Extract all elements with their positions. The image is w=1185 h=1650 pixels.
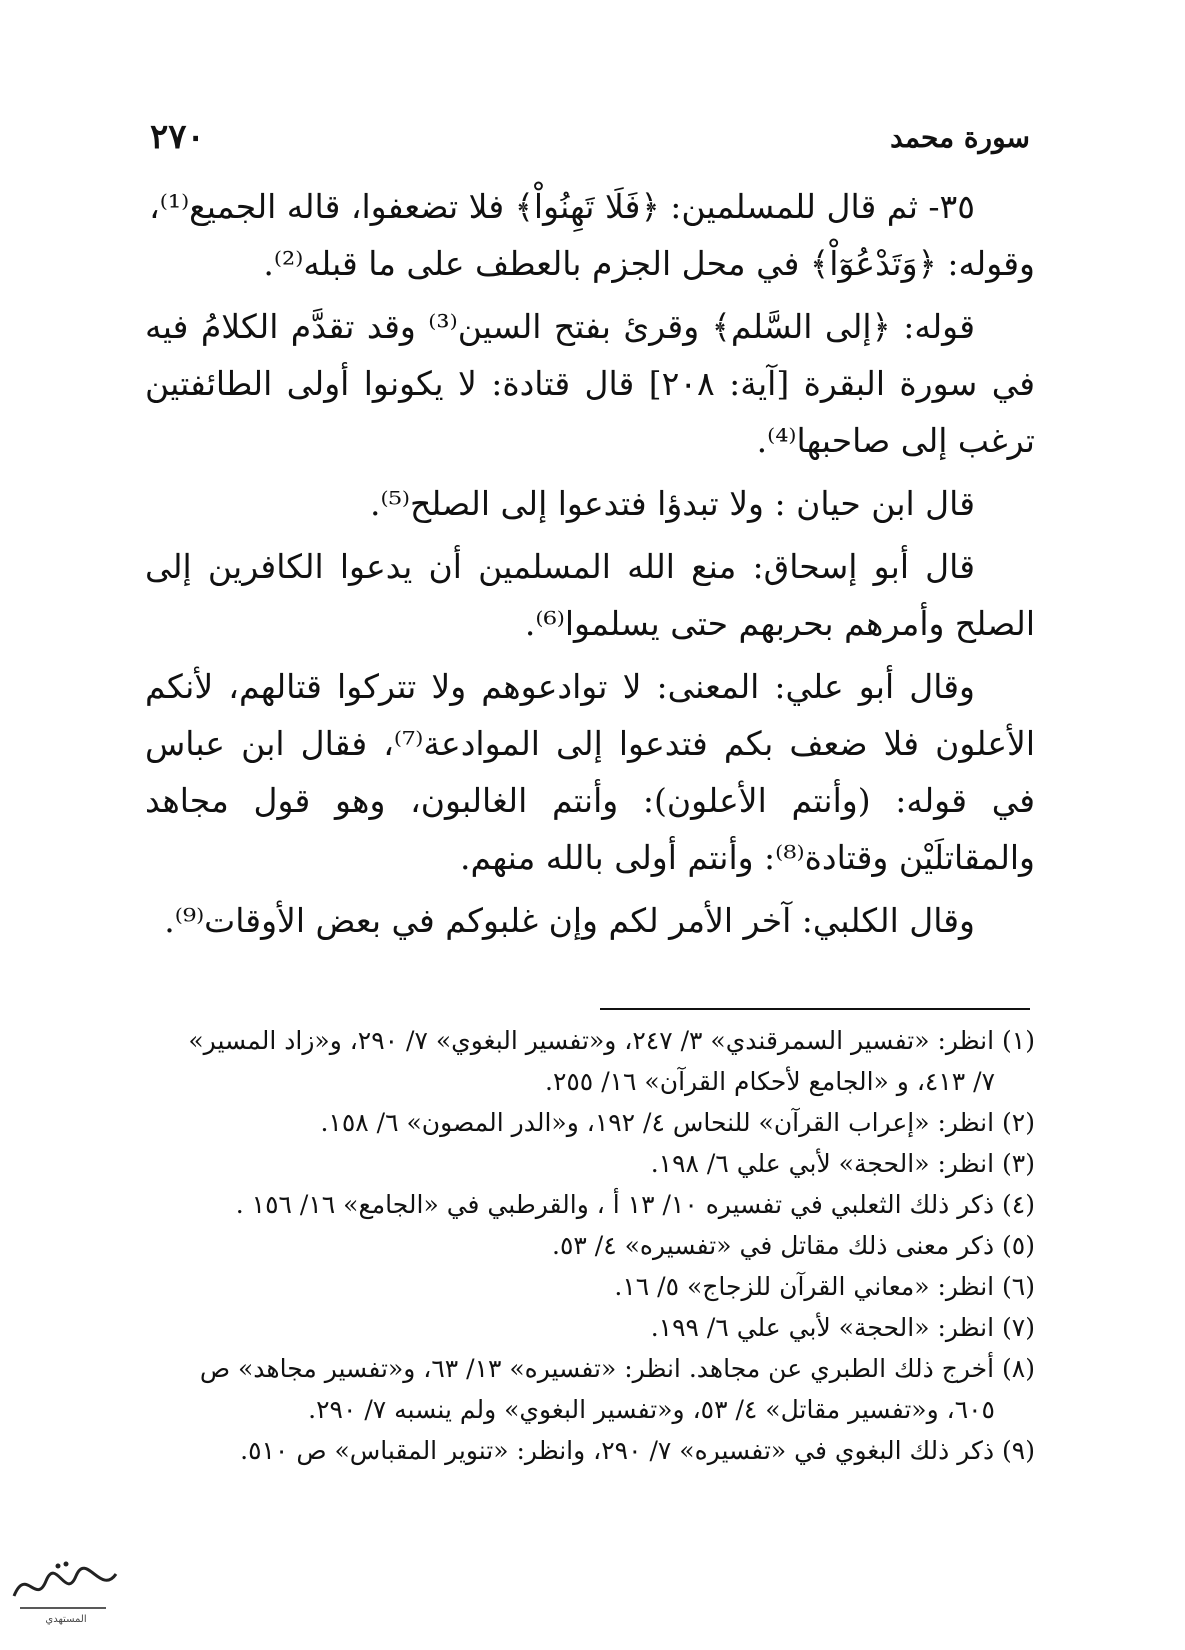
footnote-6: (٦) انظر: «معاني القرآن للزجاج» ٥/ ١٦. bbox=[614, 1272, 1035, 1301]
footnote-8-continued: ٦٠٥، و«تفسير مقاتل» ٤/ ٥٣، و«تفسير البغوي» ولم ينسبه ٧/ ٢٩٠. bbox=[308, 1395, 995, 1424]
paragraph: وقال الكلبي: آخر الأمر لكم وإن غلبوكم في بعض الأوقات⁽⁹⁾. bbox=[164, 901, 975, 940]
surah-title: سورة محمد bbox=[890, 120, 1030, 154]
footnote-5: (٥) ذكر معنى ذلك مقاتل في «تفسيره» ٤/ ٥٣. bbox=[552, 1231, 1035, 1260]
footnote-9: (٩) ذكر ذلك البغوي في «تفسيره» ٧/ ٢٩٠، وانظر: «تنوير المقباس» ص ٥١٠. bbox=[240, 1436, 1035, 1465]
watermark-logo bbox=[6, 1546, 126, 1626]
main-text bbox=[145, 178, 1035, 955]
running-header bbox=[150, 112, 1030, 162]
footnote-1-continued: ٧/ ٤١٣، و «الجامع لأحكام القرآن» ١٦/ ٢٥٥. bbox=[545, 1067, 995, 1096]
paragraph: وقال أبو علي: المعنى: لا توادعوهم ولا تتركوا قتالهم، لأنكم الأعلون فلا ضعف بكم فتدعوا إلى الموادعة⁽⁷⁾، فقال ابن عباس في قوله: (وأنتم الأعلون): وأنتم الغالبون، وهو قول مجاهد والمقاتلَيْن وقتادة⁽⁸⁾: وأنتم أولى بالله منهم. bbox=[145, 667, 1036, 877]
footnote-8: (٨) أخرج ذلك الطبري عن مجاهد. انظر: «تفسيره» ١٣/ ٦٣، و«تفسير مجاهد» ص bbox=[199, 1354, 1035, 1383]
watermark-text: المستهدي bbox=[45, 1614, 87, 1625]
paragraph-35 bbox=[145, 178, 1035, 292]
paragraph: قال ابن حيان : ولا تبدؤا فتدعوا إلى الصلح⁽⁵⁾. bbox=[370, 484, 975, 523]
paragraph: قوله: ﴿إلى السَّلم﴾ وقرئ بفتح السين⁽³⁾ وقد تقدَّم الكلامُ فيه في سورة البقرة [آية: ٢٠٨] قال قتادة: لا يكونوا أولى الطائفتين ترغب إلى صاحبها⁽⁴⁾. bbox=[145, 307, 1035, 460]
footnote-4: (٤) ذكر ذلك الثعلبي في تفسيره ١٠/ ١٣ أ ، والقرطبي في «الجامع» ١٦/ ١٥٦ . bbox=[235, 1190, 1035, 1219]
text-line: وقوله: ﴿وَتَدْعُوٓاْ﴾ في محل الجزم بالعطف على ما قبله⁽²⁾. bbox=[263, 244, 1035, 283]
page-number: ٢٧٠ bbox=[150, 117, 205, 157]
footnote-divider bbox=[600, 1008, 1030, 1010]
footnote-3: (٣) انظر: «الحجة» لأبي علي ٦/ ١٩٨. bbox=[650, 1149, 1035, 1178]
text-line: ٣٥- ثم قال للمسلمين: ﴿فَلَا تَهِنُواْ﴾ فلا تضعفوا، قاله الجميع⁽¹⁾، bbox=[149, 187, 975, 226]
footnote-7: (٧) انظر: «الحجة» لأبي علي ٦/ ١٩٩. bbox=[650, 1313, 1035, 1342]
paragraph: قال أبو إسحاق: منع الله المسلمين أن يدعوا الكافرين إلى الصلح وأمرهم بحربهم حتى يسلموا⁽⁶⁾. bbox=[145, 547, 1035, 643]
footnote-1: (١) انظر: «تفسير السمرقندي» ٣/ ٢٤٧، و«تفسير البغوي» ٧/ ٢٩٠، و«زاد المسير» bbox=[188, 1026, 1035, 1055]
footnote-2: (٢) انظر: «إعراب القرآن» للنحاس ٤/ ١٩٢، و«الدر المصون» ٦/ ١٥٨. bbox=[320, 1108, 1035, 1137]
footnotes bbox=[140, 1020, 1035, 1471]
